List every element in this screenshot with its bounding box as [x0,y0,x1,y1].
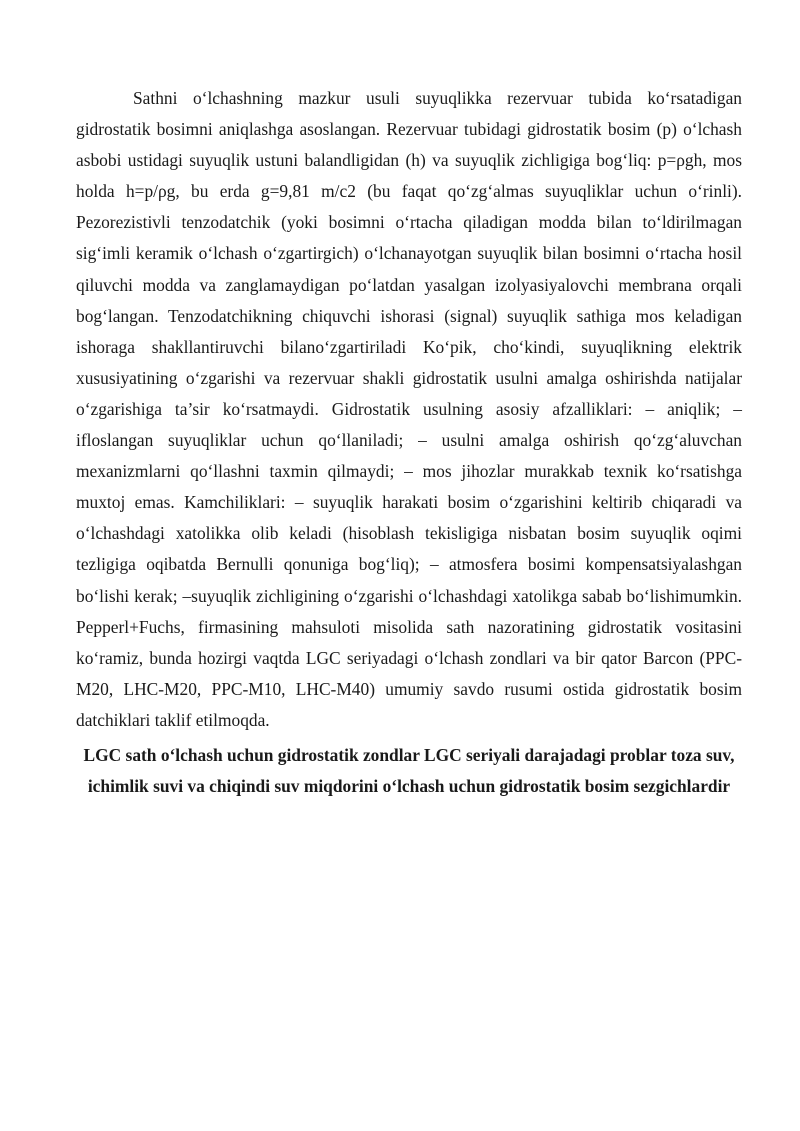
figure-caption: LGC sath o‘lchash uchun gidrostatik zondlar LGC seriyali darajadagi problar toza suv, ichimlik suvi va chiqindi suv miqdorini o‘lchash uchun gidrostatik bosim sezgichlardir [83,744,735,797]
page-content [76,83,742,802]
body-paragraph: Sathni o‘lchashning mazkur usuli suyuqlikka rezervuar tubida ko‘rsatadigan gidrostatik bosimni aniqlashga asoslangan. Rezervuar tubidagi gidrostatik bosim (p) o‘lchash asbobi ustidagi suyuqlik ustuni balandligidan (h) va suyuqlik zichligiga bog‘liq: p=ρgh, mos holda h=p/ρg, bu erda g=9,81 m/c2 (bu faqat qo‘zg‘almas suyuqliklar uchun o‘rinli). Pezorezistivli tenzodatchik (yoki bosimni o‘rtacha qiladigan modda bilan to‘ldirilmagan sig‘imli keramik o‘lchash o‘zgartirgich) o‘lchanayotgan suyuqlik bilan bosimni o‘rtacha hosil qiluvchi modda va zanglamaydigan po‘latdan yasalgan izolyasiyalovchi membrana orqali bog‘langan. Tenzodatchikning chiquvchi ishorasi (signal) suyuqlik sathiga mos keladigan ishoraga shakllantiruvchi bilano‘zgartiriladi Ko‘pik, cho‘kindi, suyuqlikning elektrik xususiyatining o‘zgarishi va rezervuar shakli gidrostatik usulni amalga oshirishda natijalar o‘zgarishiga ta’sir ko‘rsatmaydi. Gidrostatik usulning asosiy afzalliklari: – aniqlik; – ifloslangan suyuqliklar uchun qo‘llaniladi; – usulni amalga oshirish qo‘zg‘aluvchan mexanizmlarni qo‘llashni taxmin qilmaydi; – mos jihozlar murakkab texnik ko‘rsatishga muxtoj emas. Kamchiliklari: – suyuqlik harakati bosim o‘zgarishini keltirib chiqaradi va o‘lchashdagi xatolikka olib keladi (hisoblash tekisligiga nisbatan bosim suyuqlik oqimi tezligiga oqibatda Bernulli qonuniga bog‘liq); – atmosfera bosimi kompensatsiyalashgan bo‘lishi kerak; –suyuqlik zichligining o‘zgarishi o‘lchashdagi xatolikga sabab bo‘lishimumkin. Pepperl+Fuchs, firmasining mahsuloti misolida sath nazoratining gidrostatik vositasini ko‘ramiz, bunda hozirgi vaqtda LGC seriyadagi o‘lchash zondlari va bir qator Barcon (PPC-M20, LHC-M20, PPC-M10, LHC-M40) umumiy savdo rusumi ostida gidrostatik bosim datchiklari taklif etilmoqda. [76,88,742,730]
